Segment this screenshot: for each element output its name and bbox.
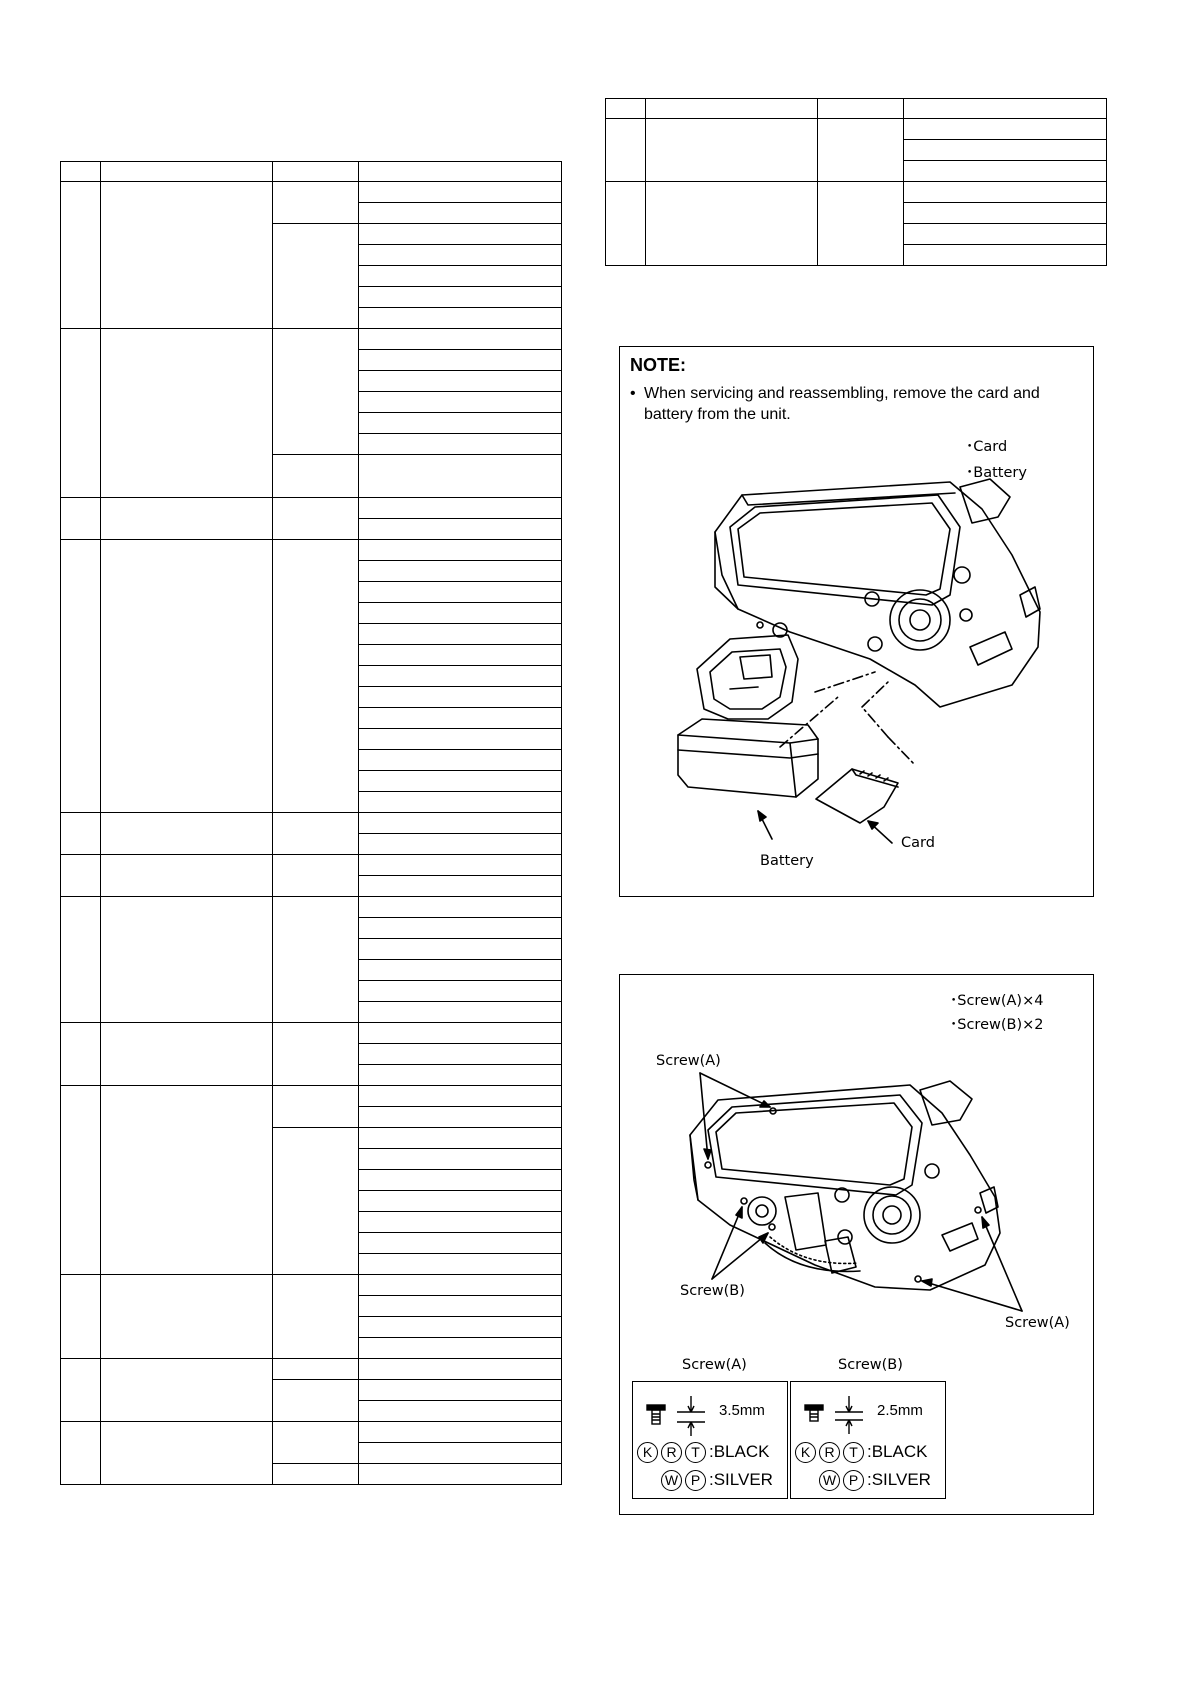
left-procedure-table — [60, 161, 562, 1485]
table-row — [61, 540, 562, 561]
spec-b-length: 2.5mm — [877, 1402, 923, 1419]
spec-a-black-row — [637, 1442, 769, 1463]
table-row — [61, 1275, 562, 1296]
callout-battery: Battery — [760, 853, 814, 869]
note-title: NOTE: — [630, 355, 686, 375]
code-r: R — [661, 1442, 682, 1463]
legend-battery: ･Battery — [966, 465, 1027, 481]
code-t: T — [685, 1442, 706, 1463]
callout-screw-b: Screw(B) — [680, 1283, 745, 1299]
table-row — [61, 1023, 562, 1044]
spec-b-black-row — [795, 1442, 927, 1463]
table-row — [61, 855, 562, 876]
legend-screw-a-count: ･Screw(A)×4 — [950, 993, 1044, 1009]
table-row — [61, 182, 562, 203]
screw-a-diagram — [641, 1388, 711, 1438]
table-row — [606, 182, 1107, 203]
code-k: K — [795, 1442, 816, 1463]
callout-screw-a-top: Screw(A) — [656, 1053, 721, 1069]
spec-b-black-label: :BLACK — [867, 1442, 928, 1461]
table-row — [61, 1086, 562, 1107]
spec-b-silver-label: :SILVER — [867, 1470, 931, 1489]
spec-a-title: Screw(A) — [682, 1357, 747, 1373]
code-w: W — [819, 1470, 840, 1491]
code-w: W — [661, 1470, 682, 1491]
camera-card-battery-illustration — [620, 347, 1092, 895]
legend-screw-b-count: ･Screw(B)×2 — [950, 1017, 1044, 1033]
right-procedure-table — [605, 98, 1107, 266]
spec-a-silver-label: :SILVER — [709, 1470, 773, 1489]
table-row — [61, 498, 562, 519]
table-row — [61, 897, 562, 918]
callout-screw-a-bottom: Screw(A) — [1005, 1315, 1070, 1331]
table-header-row — [61, 162, 562, 182]
note-line-1: When servicing and reassembling, remove the card and — [644, 385, 1040, 402]
note-line-2: battery from the unit. — [644, 406, 791, 423]
legend-card: ･Card — [966, 439, 1008, 455]
screw-a-spec-panel — [632, 1381, 788, 1499]
code-p: P — [685, 1470, 706, 1491]
screw-b-diagram — [799, 1388, 869, 1438]
code-t: T — [843, 1442, 864, 1463]
spec-a-silver-row — [661, 1470, 773, 1491]
callout-card: Card — [901, 835, 935, 851]
table-header-row — [606, 99, 1107, 119]
table-row — [61, 1422, 562, 1443]
spec-b-title: Screw(B) — [838, 1357, 903, 1373]
note-bullet: • — [630, 385, 636, 402]
table-row — [61, 1359, 562, 1380]
table-row — [61, 329, 562, 350]
screw-b-spec-panel — [790, 1381, 946, 1499]
note-figure-box — [619, 346, 1094, 897]
code-r: R — [819, 1442, 840, 1463]
spec-a-length: 3.5mm — [719, 1402, 765, 1419]
table-row — [606, 119, 1107, 140]
spec-a-black-label: :BLACK — [709, 1442, 770, 1461]
table-row — [61, 813, 562, 834]
screw-figure-box — [619, 974, 1094, 1515]
code-k: K — [637, 1442, 658, 1463]
spec-b-silver-row — [819, 1470, 931, 1491]
code-p: P — [843, 1470, 864, 1491]
